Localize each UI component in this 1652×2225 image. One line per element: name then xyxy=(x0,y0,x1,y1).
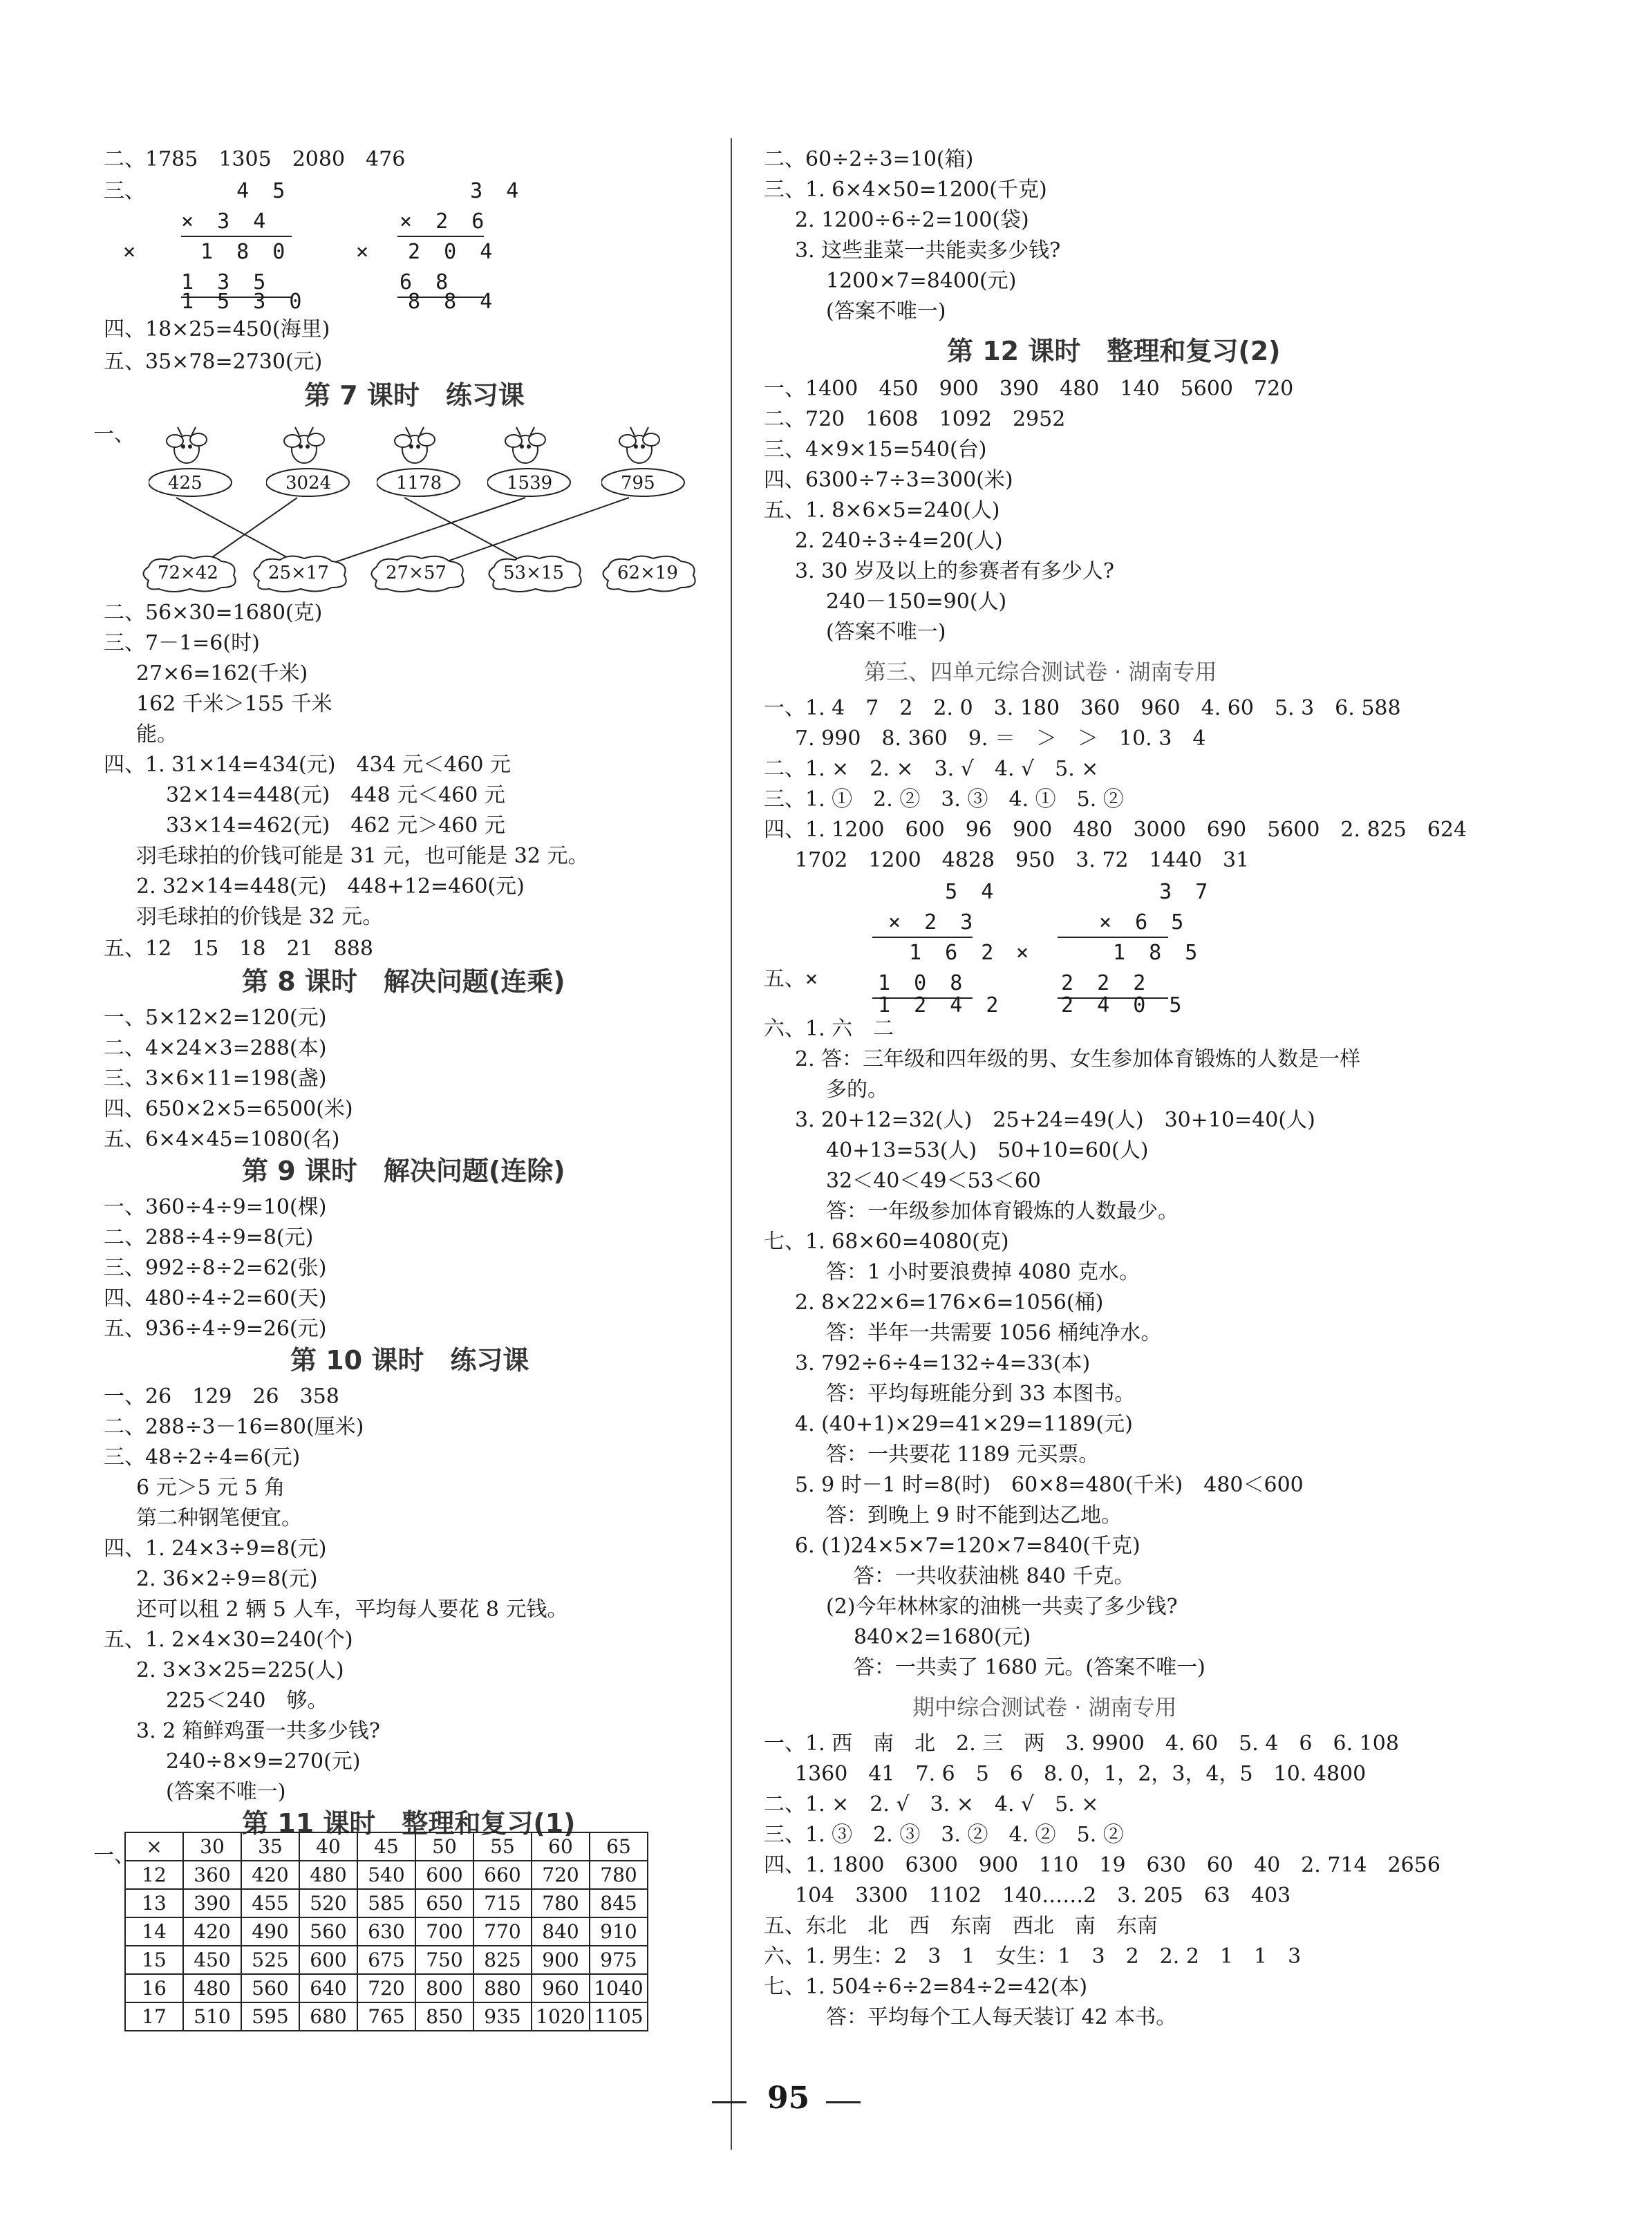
lesson-heading: 第 7 课时 练习课 xyxy=(304,380,525,411)
calc-row: × 3 4 xyxy=(181,209,272,234)
table-cell: 455 xyxy=(241,1889,299,1917)
table-cell: 520 xyxy=(299,1889,357,1917)
answer-line: 三、48÷2÷4=6(元) xyxy=(104,1445,301,1470)
calc-row: × 2 6 xyxy=(400,209,490,234)
table-cell: 585 xyxy=(357,1889,415,1917)
table-cell: 480 xyxy=(299,1861,357,1889)
calc-row: 3 7 xyxy=(1123,880,1214,904)
answer-line: 6 元＞5 元 5 角 xyxy=(136,1476,285,1500)
answer-line: 五、1. 8×6×5=240(人) xyxy=(764,498,1000,523)
answer-line: 3. 20+12=32(人) 25+24=49(人) 30+10=40(人) xyxy=(795,1108,1315,1132)
answer-line: 32×14=448(元) 448 元＜460 元 xyxy=(166,783,505,807)
section-label: 一、 xyxy=(93,422,135,447)
bee-number xyxy=(377,422,480,494)
bee-value: 1539 xyxy=(507,473,553,494)
calc-row: 6 8 xyxy=(400,270,454,294)
answer-line: (答案不唯一) xyxy=(826,299,946,323)
answer-line: 第二种钢笔便宜。 xyxy=(136,1506,302,1530)
answer-line: (2)今年林林家的油桃一共卖了多少钱? xyxy=(826,1595,1178,1619)
answer-line: 羽毛球拍的价钱是 32 元。 xyxy=(136,905,384,929)
answer-line: 225＜240 够。 xyxy=(166,1689,328,1713)
cloud-expression xyxy=(138,553,242,594)
answer-line: 一、 xyxy=(93,1843,135,1868)
table-cell: 700 xyxy=(415,1917,473,1946)
table-header-cell: 65 xyxy=(590,1832,648,1861)
answer-line: 六、1. 男生：2 3 1 女生：1 3 2 2. 2 1 1 3 xyxy=(764,1944,1302,1969)
table-cell: 1040 xyxy=(590,1974,648,2002)
table-header-cell: 30 xyxy=(183,1832,241,1861)
answer-line: 33×14=462(元) 462 元＞460 元 xyxy=(166,814,505,838)
table-header-cell: 35 xyxy=(241,1832,299,1861)
bee-value: 1178 xyxy=(396,473,442,494)
calc-row: 1 3 5 xyxy=(181,270,272,294)
table-cell: 1020 xyxy=(532,2002,590,2031)
table-cell: 975 xyxy=(590,1946,648,1974)
table-row xyxy=(125,1861,648,1889)
lesson-heading: 第 10 课时 练习课 xyxy=(290,1345,529,1376)
test-heading: 期中综合测试卷 · 湖南专用 xyxy=(912,1694,1177,1720)
table-cell: 1105 xyxy=(590,2002,648,2031)
table-cell: 540 xyxy=(357,1861,415,1889)
table-cell: 935 xyxy=(473,2002,532,2031)
table-row xyxy=(125,1974,648,2002)
table-cell: 900 xyxy=(532,1946,590,1974)
calc-row: 5 4 xyxy=(909,880,999,904)
answer-line: 答：一年级参加体育锻炼的人数最少。 xyxy=(826,1199,1179,1223)
answer-line: 2. 3×3×25=225(人) xyxy=(136,1658,344,1682)
answer-line: 2. 36×2÷9=8(元) xyxy=(136,1567,318,1591)
calc-times-sign: × xyxy=(356,240,375,264)
calc-times-sign: × xyxy=(805,967,824,991)
answer-line: 1200×7=8400(元) xyxy=(826,269,1017,293)
column-divider xyxy=(731,138,732,2150)
answer-line: 一、360÷4÷9=10(棵) xyxy=(104,1195,327,1219)
answer-line: 答：平均每班能分到 33 本图书。 xyxy=(826,1382,1136,1406)
table-cell: 420 xyxy=(183,1917,241,1946)
answer-line: 五、6×4×45=1080(名) xyxy=(104,1127,340,1152)
answer-line: 还可以租 2 辆 5 人车，平均每人要花 8 元钱。 xyxy=(136,1597,568,1622)
lesson-heading: 第 8 课时 解决问题(连乘) xyxy=(242,966,565,997)
table-cell: 765 xyxy=(357,2002,415,2031)
table-cell: 770 xyxy=(473,1917,532,1946)
answer-line: 答：平均每个工人每天装订 42 本书。 xyxy=(826,2005,1177,2029)
cloud-expression xyxy=(484,553,588,594)
table-row xyxy=(125,2002,648,2031)
answer-line: 162 千米＞155 千米 xyxy=(136,692,332,716)
answer-line: 27×6=162(千米) xyxy=(136,661,308,686)
table-header-cell: 45 xyxy=(357,1832,415,1861)
answer-line: 7. 990 8. 360 9. ＝ ＞ ＞ 10. 3 4 xyxy=(795,726,1206,751)
answer-line: 二、4×24×3=288(本) xyxy=(104,1036,327,1060)
table-cell: 680 xyxy=(299,2002,357,2031)
table-cell: 12 xyxy=(125,1861,183,1889)
calc-row: 1 5 3 0 xyxy=(181,290,308,314)
answer-line: 104 3300 1102 140……2 3. 205 63 403 xyxy=(795,1884,1291,1908)
calc-row: 2 4 0 5 xyxy=(1061,993,1188,1017)
answer-line: 答：半年一共需要 1056 桶纯净水。 xyxy=(826,1321,1162,1345)
answer-line: 32＜40＜49＜53＜60 xyxy=(826,1169,1041,1193)
bee-number xyxy=(601,422,705,494)
table-cell: 750 xyxy=(415,1946,473,1974)
answer-line: 四、1. 1200 600 96 900 480 3000 690 5600 2. 825 624 xyxy=(764,818,1467,842)
calc-row: × 2 3 xyxy=(888,910,979,935)
bee-number xyxy=(266,422,370,494)
answer-line: 五、1. 2×4×30=240(个) xyxy=(104,1628,353,1652)
answer-line: 答：一共收获油桃 840 千克。 xyxy=(854,1564,1135,1588)
table-cell: 675 xyxy=(357,1946,415,1974)
calc-row: 1 8 0 xyxy=(200,240,291,264)
cloud-value: 25×17 xyxy=(268,563,329,583)
table-cell: 880 xyxy=(473,1974,532,2002)
table-header-cell: 40 xyxy=(299,1832,357,1861)
cloud-value: 62×19 xyxy=(617,563,678,583)
table-cell: 850 xyxy=(415,2002,473,2031)
calc-row: 1 0 8 xyxy=(878,971,968,995)
answer-line: 四、650×2×5=6500(米) xyxy=(104,1097,353,1121)
answer-line: 七、1. 68×60=4080(克) xyxy=(764,1230,1009,1254)
answer-line: 四、1. 31×14=434(元) 434 元＜460 元 xyxy=(104,753,511,777)
multiplication-table xyxy=(124,1832,648,2031)
calc-rule xyxy=(1058,937,1168,938)
bee-value: 425 xyxy=(168,473,203,494)
answer-line: 240÷8×9=270(元) xyxy=(166,1749,361,1774)
answer-line: 二、720 1608 1092 2952 xyxy=(764,407,1066,431)
answer-line: 一、5×12×2=120(元) xyxy=(104,1006,327,1030)
calc-times-sign: × xyxy=(1016,941,1035,965)
answer-line: 一、1400 450 900 390 480 140 5600 720 xyxy=(764,377,1294,401)
answer-line: 二、288÷4÷9=8(元) xyxy=(104,1226,314,1250)
table-header-cell: 50 xyxy=(415,1832,473,1861)
table-row xyxy=(125,1917,648,1946)
answer-line: 答：一共卖了 1680 元。(答案不唯一) xyxy=(854,1655,1205,1680)
table-cell: 14 xyxy=(125,1917,183,1946)
footer-dash-right xyxy=(826,2101,861,2103)
calc-row: 1 2 4 2 xyxy=(878,993,1004,1017)
answer-line: 二、1785 1305 2080 476 xyxy=(104,147,406,171)
table-cell: 640 xyxy=(299,1974,357,2002)
calc-row: 1 6 2 xyxy=(909,941,999,965)
table-cell: 16 xyxy=(125,1974,183,2002)
table-cell: 960 xyxy=(532,1974,590,2002)
calc-rule xyxy=(181,236,292,237)
answer-line: 六、1. 六 二 xyxy=(764,1017,894,1041)
calc-row: 2 0 4 xyxy=(408,240,498,264)
table-cell: 490 xyxy=(241,1917,299,1946)
answer-line: 四、18×25=450(海里) xyxy=(104,317,330,341)
answer-line: 能。 xyxy=(136,722,178,747)
table-cell: 17 xyxy=(125,2002,183,2031)
answer-line: 三、1. ③ 2. ③ 3. ② 4. ② 5. ② xyxy=(764,1823,1124,1847)
answer-line: 五、35×78=2730(元) xyxy=(104,350,323,374)
lesson-heading: 第 12 课时 整理和复习(2) xyxy=(947,336,1281,366)
table-cell: 715 xyxy=(473,1889,532,1917)
calc-row: 2 2 2 xyxy=(1061,971,1152,995)
cloud-value: 53×15 xyxy=(503,563,564,583)
table-cell: 13 xyxy=(125,1889,183,1917)
bee-number xyxy=(149,422,252,494)
answer-line: 2. 1200÷6÷2=100(袋) xyxy=(795,208,1029,232)
calc-rule xyxy=(872,937,973,938)
answer-line: 四、1. 1800 6300 900 110 19 630 60 40 2. 714 2656 xyxy=(764,1853,1440,1877)
table-cell: 660 xyxy=(473,1861,532,1889)
answer-line: 三、992÷8÷2=62(张) xyxy=(104,1256,327,1280)
table-cell: 480 xyxy=(183,1974,241,2002)
calc-row: 4 5 xyxy=(200,179,291,203)
answer-line: 五、12 15 18 21 888 xyxy=(104,937,373,961)
answer-line: 三、3×6×11=198(盏) xyxy=(104,1067,327,1091)
table-row xyxy=(125,1946,648,1974)
answer-line: 四、6300÷7÷3=300(米) xyxy=(764,468,1013,492)
table-row xyxy=(125,1889,648,1917)
answer-line: 羽毛球拍的价钱可能是 31 元，也可能是 32 元。 xyxy=(136,844,589,868)
answer-line: 3. 792÷6÷4=132÷4=33(本) xyxy=(795,1351,1091,1376)
bee-value: 3024 xyxy=(285,473,332,494)
answer-line: 三、4×9×15=540(台) xyxy=(764,438,987,462)
page-number: 95 xyxy=(767,2081,810,2116)
calc-times-sign: × xyxy=(123,240,142,264)
test-heading: 第三、四单元综合测试卷 · 湖南专用 xyxy=(864,659,1217,685)
table-cell: 420 xyxy=(241,1861,299,1889)
table-cell: 525 xyxy=(241,1946,299,1974)
table-cell: 510 xyxy=(183,2002,241,2031)
answer-line: 2. 答：三年级和四年级的男、女生参加体育锻炼的人数是一样 xyxy=(795,1047,1361,1071)
table-cell: 720 xyxy=(532,1861,590,1889)
cloud-value: 72×42 xyxy=(158,563,218,583)
answer-line: 1360 41 7. 6 5 6 8. 0，1，2，3，4，5 10. 4800 xyxy=(795,1762,1367,1786)
table-cell: 560 xyxy=(299,1917,357,1946)
answer-line: 四、1. 24×3÷9=8(元) xyxy=(104,1537,327,1561)
table-cell: 780 xyxy=(532,1889,590,1917)
table-cell: 560 xyxy=(241,1974,299,2002)
answer-line: 五、 xyxy=(764,967,805,991)
cloud-expression xyxy=(366,553,470,594)
table-header-cell: 55 xyxy=(473,1832,532,1861)
table-cell: 650 xyxy=(415,1889,473,1917)
table-cell: 780 xyxy=(590,1861,648,1889)
table-cell: 630 xyxy=(357,1917,415,1946)
answer-line: 答：到晚上 9 时不能到达乙地。 xyxy=(826,1503,1123,1528)
bee-value: 795 xyxy=(621,473,655,494)
table-cell: 360 xyxy=(183,1861,241,1889)
cloud-expression xyxy=(598,553,702,594)
table-cell: 15 xyxy=(125,1946,183,1974)
answer-line: 4. (40+1)×29=41×29=1189(元) xyxy=(795,1412,1133,1436)
answer-line: 一、1. 4 7 2 2. 0 3. 180 360 960 4. 60 5. 3 6. 588 xyxy=(764,696,1401,720)
answer-line: 二、60÷2÷3=10(箱) xyxy=(764,147,974,171)
answer-line: 1702 1200 4828 950 3. 72 1440 31 xyxy=(795,848,1250,872)
calc-row: × 6 5 xyxy=(1099,910,1190,935)
table-cell: 845 xyxy=(590,1889,648,1917)
answer-line: 一、26 129 26 358 xyxy=(104,1384,339,1409)
answer-line: (答案不唯一) xyxy=(166,1780,286,1804)
answer-line: 5. 9 时－1 时=8(时) 60×8=480(千米) 480＜600 xyxy=(795,1473,1304,1497)
answer-line: (答案不唯一) xyxy=(826,620,946,644)
table-header-cell: × xyxy=(125,1832,183,1861)
answer-line: 多的。 xyxy=(826,1078,888,1102)
answer-line: 一、1. 西 南 北 2. 三 两 3. 9900 4. 60 5. 4 6 6. 108 xyxy=(764,1731,1399,1756)
answer-line: 三、7－1=6(时) xyxy=(104,631,260,655)
table-header-row xyxy=(125,1832,648,1861)
lesson-heading: 第 9 课时 解决问题(连除) xyxy=(242,1156,565,1186)
calc-rule xyxy=(397,236,484,237)
answer-line: 2. 32×14=448(元) 448+12=460(元) xyxy=(136,874,525,899)
answer-line: 五、东北 北 西 东南 西北 南 东南 xyxy=(764,1914,1158,1938)
answer-line: 七、1. 504÷6÷2=84÷2=42(本) xyxy=(764,1975,1088,1999)
cloud-expression xyxy=(249,553,353,594)
answer-line: 二、288÷3－16=80(厘米) xyxy=(104,1415,364,1439)
answer-line: 答：1 小时要浪费掉 4080 克水。 xyxy=(826,1260,1141,1284)
cloud-value: 27×57 xyxy=(386,563,447,583)
table-cell: 825 xyxy=(473,1946,532,1974)
answer-line: 840×2=1680(元) xyxy=(854,1625,1031,1649)
answer-line: 2. 8×22×6=176×6=1056(桶) xyxy=(795,1290,1104,1315)
table-cell: 450 xyxy=(183,1946,241,1974)
answer-line: 三、1. ① 2. ② 3. ③ 4. ① 5. ② xyxy=(764,787,1124,811)
table-cell: 800 xyxy=(415,1974,473,2002)
table-cell: 390 xyxy=(183,1889,241,1917)
answer-line: 三、1. 6×4×50=1200(千克) xyxy=(764,178,1047,202)
calc-row: 1 8 5 xyxy=(1113,941,1203,965)
table-cell: 840 xyxy=(532,1917,590,1946)
answer-line: 三、 xyxy=(104,179,145,203)
answer-line: 2. 240÷3÷4=20(人) xyxy=(795,529,1003,553)
lesson-heading: 第 11 课时 整理和复习(1) xyxy=(242,1808,576,1839)
bee-number xyxy=(487,422,591,494)
answer-line: 6. (1)24×5×7=120×7=840(千克) xyxy=(795,1534,1141,1558)
calc-row: 3 4 xyxy=(434,179,525,203)
answer-line: 五、936÷4÷9=26(元) xyxy=(104,1317,327,1341)
answer-line: 二、56×30=1680(克) xyxy=(104,601,323,625)
answer-line: 3. 这些韭菜一共能卖多少钱? xyxy=(795,238,1061,263)
footer-dash-left xyxy=(712,2101,747,2103)
answer-line: 3. 30 岁及以上的参赛者有多少人? xyxy=(795,559,1114,583)
answer-line: 240－150=90(人) xyxy=(826,590,1007,614)
answer-line: 二、1. × 2. √ 3. × 4. √ 5. × xyxy=(764,1792,1099,1816)
answer-line: 40+13=53(人) 50+10=60(人) xyxy=(826,1138,1149,1163)
answer-line: 3. 2 箱鲜鸡蛋一共多少钱? xyxy=(136,1719,380,1743)
answer-line: 二、1. × 2. × 3. √ 4. √ 5. × xyxy=(764,757,1099,781)
table-header-cell: 60 xyxy=(532,1832,590,1861)
answer-line: 四、480÷4÷2=60(天) xyxy=(104,1286,327,1311)
answer-line: 答：一共要花 1189 元买票。 xyxy=(826,1443,1100,1467)
table-cell: 720 xyxy=(357,1974,415,2002)
table-cell: 600 xyxy=(415,1861,473,1889)
table-cell: 910 xyxy=(590,1917,648,1946)
calc-row: 8 8 4 xyxy=(408,290,498,314)
table-cell: 595 xyxy=(241,2002,299,2031)
table-cell: 600 xyxy=(299,1946,357,1974)
